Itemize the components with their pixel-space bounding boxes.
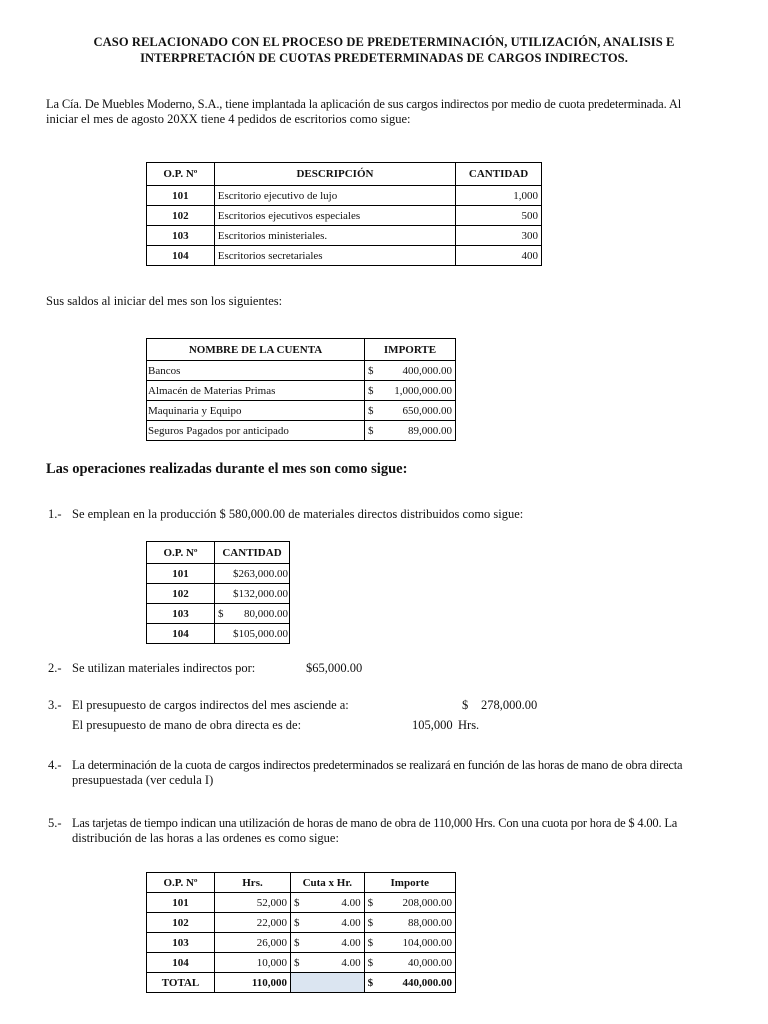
- table-row: [147, 401, 456, 421]
- col-description: DESCRIPCIÓN: [214, 163, 455, 186]
- op1-text: Se emplean en la producción $ 580,000.00 de materiales directos distribuidos como sigue:: [72, 507, 524, 521]
- rate-currency-cell: $: [291, 953, 303, 973]
- rate-cell: 4.00: [303, 893, 365, 913]
- op4-text: [72, 758, 732, 788]
- amount-cell: $132,000.00: [225, 584, 290, 604]
- amount-cell: 1,000,000.00: [381, 381, 456, 401]
- op3-text-1: El presupuesto de cargos indirectos del mes asciende a:: [72, 698, 349, 712]
- amount-cell: 400,000.00: [381, 361, 456, 381]
- rate-currency-cell: $: [291, 893, 303, 913]
- table-row: [147, 206, 542, 226]
- op4-line-2: presupuestada (ver cedula I): [72, 773, 214, 787]
- intro-paragraph: [46, 97, 726, 127]
- currency-cell: $: [365, 361, 381, 381]
- col-op: O.P. Nº: [147, 873, 215, 893]
- col-op: O.P. Nº: [147, 542, 215, 564]
- table-row: [147, 913, 456, 933]
- rate-cell: 4.00: [303, 933, 365, 953]
- balances-table: [146, 338, 456, 441]
- amount-cell: 208,000.00: [376, 893, 455, 913]
- op3-value-2: 105,000: [412, 718, 453, 732]
- qty-cell: 400: [456, 246, 542, 266]
- col-rate: Cuta x Hr.: [291, 873, 365, 893]
- account-name-cell: Bancos: [147, 361, 365, 381]
- desc-cell: Escritorios secretariales: [214, 246, 455, 266]
- materials-table: [146, 541, 290, 644]
- orders-table: [146, 162, 542, 266]
- op2-value: $65,000.00: [306, 661, 363, 675]
- operations-heading: Las operaciones realizadas durante el mes son como sigue:: [46, 461, 408, 477]
- amount-cell: $105,000.00: [225, 624, 290, 644]
- op-cell: 102: [147, 913, 215, 933]
- table-row: [147, 953, 456, 973]
- op3-currency-1: $: [462, 698, 469, 712]
- qty-cell: 1,000: [456, 186, 542, 206]
- amount-cell: 88,000.00: [376, 913, 455, 933]
- amount-currency-cell: $: [364, 893, 376, 913]
- table-row: [147, 584, 290, 604]
- qty-cell: 300: [456, 226, 542, 246]
- title-line-2: INTERPRETACIÓN DE CUOTAS PREDETERMINADAS DE CARGOS INDIRECTOS.: [140, 51, 628, 65]
- table-row: [147, 421, 456, 441]
- table-header-row: [147, 339, 456, 361]
- op-cell: 101: [147, 893, 215, 913]
- amount-cell: 80,000.00: [225, 604, 290, 624]
- total-hours-cell: 110,000: [215, 973, 291, 993]
- total-currency-cell: $: [364, 973, 376, 993]
- amount-cell: $263,000.00: [225, 564, 290, 584]
- currency-cell: [215, 584, 225, 604]
- total-label-cell: TOTAL: [147, 973, 215, 993]
- table-row: [147, 564, 290, 584]
- rate-cell: 4.00: [303, 953, 365, 973]
- amount-cell: 40,000.00: [376, 953, 455, 973]
- title-line-1: CASO RELACIONADO CON EL PROCESO DE PREDETERMINACIÓN, UTILIZACIÓN, ANALISIS E: [93, 35, 675, 49]
- op-cell: 103: [147, 226, 215, 246]
- op2-text: Se utilizan materiales indirectos por:: [72, 661, 256, 675]
- col-quantity: CANTIDAD: [215, 542, 290, 564]
- amount-cell: 89,000.00: [381, 421, 456, 441]
- hours-cell: 52,000: [215, 893, 291, 913]
- col-op: O.P. Nº: [147, 163, 215, 186]
- op-cell: 104: [147, 246, 215, 266]
- col-amount: Importe: [364, 873, 455, 893]
- amount-currency-cell: $: [364, 933, 376, 953]
- table-header-row: [147, 542, 290, 564]
- amount-cell: 104,000.00: [376, 933, 455, 953]
- op-cell: 101: [147, 564, 215, 584]
- op-cell: 102: [147, 584, 215, 604]
- table-row: [147, 604, 290, 624]
- op-cell: 103: [147, 604, 215, 624]
- op4-number: 4.-: [48, 758, 62, 772]
- op-cell: 103: [147, 933, 215, 953]
- rate-currency-cell: $: [291, 913, 303, 933]
- op-cell: 101: [147, 186, 215, 206]
- col-hours: Hrs.: [215, 873, 291, 893]
- col-quantity: CANTIDAD: [456, 163, 542, 186]
- op5-number: 5.-: [48, 816, 62, 830]
- balances-intro: Sus saldos al iniciar del mes son los siguientes:: [46, 294, 283, 308]
- table-row: [147, 186, 542, 206]
- table-row: [147, 381, 456, 401]
- table-row: [147, 361, 456, 381]
- qty-cell: 500: [456, 206, 542, 226]
- hours-cell: 10,000: [215, 953, 291, 973]
- op5-text: [72, 816, 732, 846]
- total-amount-cell: 440,000.00: [376, 973, 455, 993]
- currency-cell: [215, 564, 225, 584]
- desc-cell: Escritorios ministeriales.: [214, 226, 455, 246]
- desc-cell: Escritorio ejecutivo de lujo: [214, 186, 455, 206]
- op3-number: 3.-: [48, 698, 62, 712]
- currency-cell: $: [365, 381, 381, 401]
- account-name-cell: Maquinaria y Equipo: [147, 401, 365, 421]
- op3-value-1: 278,000.00: [481, 698, 538, 712]
- currency-cell: $: [215, 604, 225, 624]
- document-title: [60, 34, 708, 66]
- intro-line-2: iniciar el mes de agosto 20XX tiene 4 pedidos de escritorios como sigue:: [46, 112, 411, 126]
- table-row: [147, 226, 542, 246]
- col-amount: IMPORTE: [365, 339, 456, 361]
- rate-cell: 4.00: [303, 913, 365, 933]
- table-header-row: [147, 163, 542, 186]
- op-cell: 104: [147, 624, 215, 644]
- total-row: [147, 973, 456, 993]
- table-row: [147, 246, 542, 266]
- table-row: [147, 624, 290, 644]
- table-row: [147, 933, 456, 953]
- total-rate-cell: [291, 973, 365, 993]
- account-name-cell: Almacén de Materias Primas: [147, 381, 365, 401]
- rate-currency-cell: $: [291, 933, 303, 953]
- op-cell: 104: [147, 953, 215, 973]
- op2-number: 2.-: [48, 661, 62, 675]
- amount-currency-cell: $: [364, 953, 376, 973]
- amount-currency-cell: $: [364, 913, 376, 933]
- op1-number: 1.-: [48, 507, 62, 521]
- op-cell: 102: [147, 206, 215, 226]
- op5-line-1: Las tarjetas de tiempo indican una utilización de horas de mano de obra de 110,000 Hrs. Con una cuota por hora de $ 4.00. La: [72, 816, 678, 830]
- hours-table: [146, 872, 456, 993]
- op3-text-2: El presupuesto de mano de obra directa es de:: [72, 718, 302, 732]
- currency-cell: $: [365, 401, 381, 421]
- op3-unit-2: Hrs.: [458, 718, 480, 732]
- account-name-cell: Seguros Pagados por anticipado: [147, 421, 365, 441]
- hours-cell: 26,000: [215, 933, 291, 953]
- desc-cell: Escritorios ejecutivos especiales: [214, 206, 455, 226]
- currency-cell: $: [365, 421, 381, 441]
- table-header-row: [147, 873, 456, 893]
- table-row: [147, 893, 456, 913]
- col-account-name: NOMBRE DE LA CUENTA: [147, 339, 365, 361]
- op5-line-2: distribución de las horas a las ordenes es como sigue:: [72, 831, 339, 845]
- intro-line-1: La Cía. De Muebles Moderno, S.A., tiene implantada la aplicación de sus cargos indirectos por medio de cuota predeterminada. Al: [46, 97, 682, 111]
- currency-cell: [215, 624, 225, 644]
- op4-line-1: La determinación de la cuota de cargos indirectos predeterminados se realizará en función de las horas de mano de obra directa: [72, 758, 683, 772]
- hours-cell: 22,000: [215, 913, 291, 933]
- amount-cell: 650,000.00: [381, 401, 456, 421]
